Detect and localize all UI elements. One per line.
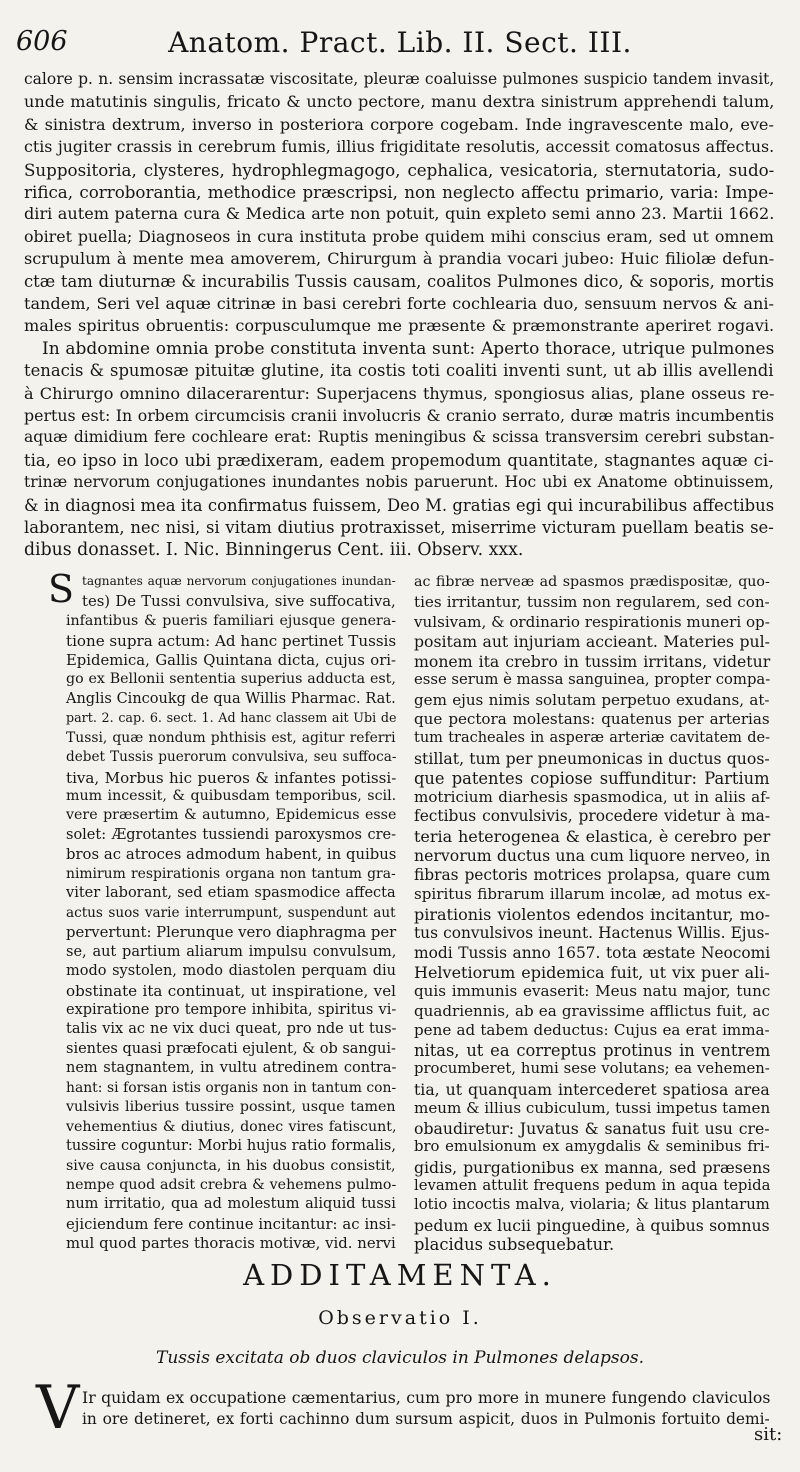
text-line: modo systolen, modo diastolen perquam diu: [66, 963, 397, 979]
page-number: 606: [16, 26, 68, 57]
drop-cap-v: V: [36, 1373, 80, 1443]
text-line: Suppositoria, clysteres, hydrophlegmagogo, cephalica, vesicatoria, sternutatoria, sudo-: [24, 159, 775, 180]
text-line: tes) De Tussi convulsiva, sive suffocativa,: [82, 593, 396, 611]
text-line: quadriennis, ab ea gravissime afflictus fuit, ac: [414, 1001, 770, 1020]
text-line: tenacis & spumosæ pituitæ glutine, ita costis toti coaliti inventi sunt, ut ab illis avellendi: [24, 361, 774, 381]
text-line: positam aut injuriam accieant. Materies pul-: [414, 632, 770, 652]
text-line: tia, eo ipso in loco ubi prædixeram, eadem propemodum quantitate, stagnantes aquæ ci-: [24, 450, 774, 470]
text-line: à Chirurgo omnino dilacerarentur: Superjacens thymus, spongiosus alias, plane osseus re-: [24, 383, 775, 403]
text-line: monem ita crebro in tussim irritans, videtur: [414, 651, 771, 671]
text-line: & in diagnosi mea ita confirmatus fuissem, Deo M. gratias egi qui incurabilibus affectibus: [24, 495, 775, 515]
text-line: tandem, Seri vel aquæ citrinæ in basi cerebri forte cochlearia duo, sensuum nervos & ani-: [24, 294, 774, 313]
text-line: obaudiretur: Juvatus & sanatus fuit usu cre-: [414, 1118, 770, 1138]
text-line: tum tracheales in asperæ arteriæ cavitatem de-: [414, 729, 770, 746]
text-line: nervorum ductus una cum liquore nerveo, in: [414, 846, 771, 866]
text-line: bro emulsionum ex amygdalis & seminibus fri-: [414, 1138, 770, 1156]
text-line: pedum ex lucii pinguedine, à quibus somnus: [414, 1215, 770, 1235]
text-line: ac fibræ nerveæ ad spasmos prædispositæ, quo-: [414, 574, 770, 590]
text-line: se, aut partium aliarum impulsu convulsum,: [66, 943, 397, 960]
observation-caption: Tussis excitata ob duos claviculos in Pulmones delapsos.: [156, 1348, 644, 1368]
text-line: tiva, Morbus hic pueros & infantes potissi-: [66, 768, 397, 787]
text-line: vere præsertim & autumno, Epidemicus esse: [66, 807, 397, 824]
section-title: ADDITAMENTA.: [243, 1258, 557, 1292]
text-line: expiratione pro tempore inhibita, spiritus vi-: [66, 1001, 397, 1018]
catchword: sit:: [754, 1424, 783, 1445]
text-line: nimirum respirationis organa non tantum gra-: [66, 865, 396, 882]
text-line: ctæ tam diuturnæ & incurabilis Tussis causam, coalitos Pulmones dico, & soporis, mortis: [24, 271, 775, 291]
text-line: sive causa conjuncta, in his duobus consistit,: [66, 1157, 396, 1174]
text-line: mul quod partes thoracis motivæ, vid. nervi: [66, 1235, 396, 1253]
text-line: solet: Ægrotantes tussiendi paroxysmos cre-: [66, 826, 397, 843]
text-line: rifica, corroborantia, methodice præscripsi, non neglecto affectu primario, varia: Impe-: [24, 182, 774, 202]
text-line: unde matutinis singulis, fricato & uncto pectore, manu dextra sinistrum apprehendi talum,: [24, 92, 775, 112]
text-line: debet Tussis puerorum convulsiva, seu suffoca-: [66, 749, 397, 766]
text-line: calore p. n. sensim incrassatæ viscositate, pleuræ coaluisse pulmones suspicio tandem invasit,: [24, 70, 775, 88]
page-header: [10, 26, 790, 72]
text-line: nem stagnantem, in vultu atredinem contra-: [66, 1060, 397, 1077]
running-head: Anatom. Pract. Lib. II. Sect. III.: [168, 26, 632, 59]
text-line: viter laborant, sed etiam spasmodice affecta: [66, 885, 396, 902]
text-line: teria heterogenea & elastica, è cerebro per: [414, 826, 771, 846]
text-line: vulsivam, & ordinario respirationis muneri op-: [414, 612, 770, 631]
text-line: stillat, tum per pneumonicas in ductus quos-: [414, 749, 770, 769]
text-line: bros ac atroces admodum habent, in quibus: [66, 846, 397, 864]
text-line: obiret puella; Diagnoseos in cura instituta probe quidem mihi conscius eram, sed ut omnem: [24, 226, 774, 246]
text-line: vulsivis liberius tussire possint, usque tamen: [66, 1099, 396, 1116]
text-line: meum & illius cubiculum, tussi impetus tamen: [414, 1099, 771, 1118]
text-line: que patentes copiose suffunditur: Partium: [414, 768, 770, 788]
text-line: tagnantes aquæ nervorum conjugationes inundan-: [82, 574, 396, 588]
text-line: laborantem, nec nisi, si vitam diutius protraxisset, miserrime victuram puellam beatis se-: [24, 518, 774, 537]
text-line: gem ejus nimis solutam perpetuo exudans, at-: [414, 690, 770, 709]
text-line: sientes quasi præfocati ejulent, & ob sangui-: [66, 1040, 396, 1057]
text-line: & sinistra dextrum, inverso in posteriora corpore cogebam. Inde ingravescente malo, eve-: [24, 114, 774, 134]
text-line: fibras pectoris motrices prolapsa, quare cum: [414, 865, 771, 884]
text-line: part. 2. cap. 6. sect. 1. Ad hanc classem ait Ubi de: [66, 710, 397, 726]
text-line: trinæ nervorum conjugationes inundantes nobis paruerunt. Hoc ubi ex Anatome obtinuissem,: [24, 473, 774, 492]
text-line: quis immunis evaserit: Meus natu major, tunc: [414, 982, 771, 1001]
text-line: vehementius & diutius, donec vires fatiscunt,: [66, 1118, 397, 1135]
text-line: males spiritus obruentis: corpusculumque me præsente & præmonstrante aperiret rogavi.: [24, 316, 775, 336]
text-line: talis vix ac ne vix duci queat, pro nde ut tus-: [66, 1021, 397, 1038]
text-line: Anglis Cincoukg de qua Willis Pharmac. Rat.: [66, 690, 396, 707]
text-line: esse serum è massa sanguinea, propter compa-: [414, 671, 771, 689]
text-line: placidus subsequebatur.: [414, 1235, 615, 1255]
text-line: pervertunt: Plerunque vero diaphragma per: [66, 924, 397, 942]
text-line: tia, ut quanquam intercederet spatiosa area: [414, 1079, 770, 1099]
text-line: go ex Bellonii sententia superius adducta est,: [66, 671, 396, 688]
text-line: In abdomine omnia probe constituta inventa sunt: Aperto thorace, utrique pulmones: [42, 338, 775, 359]
text-line: actus suos varie interrumpunt, suspendunt aut: [66, 904, 396, 921]
text-line: Epidemica, Gallis Quintana dicta, cujus ori-: [66, 651, 397, 669]
text-line: in ore detineret, ex forti cachinno dum sursum aspicit, duos in Pulmonis fortuito demi-: [82, 1410, 770, 1428]
text-line: hant: si forsan istis organis non in tantum con-: [66, 1079, 397, 1096]
text-line: tus convulsivos ineunt. Hactenus Willis. Ejus-: [414, 924, 770, 943]
text-line: ties irritantur, tussim non regularem, sed con-: [414, 593, 770, 612]
text-line: pene ad tabem deductus: Cujus ea erat imma-: [414, 1021, 770, 1040]
text-line: nitas, ut ea correptus protinus in ventrem: [414, 1040, 771, 1060]
text-line: dibus donasset. I. Nic. Binningerus Cent. iii. Observ. xxx.: [24, 540, 524, 561]
observation-label: Observatio I.: [318, 1307, 482, 1329]
text-line: infantibus & pueris familiari ejusque genera-: [66, 612, 397, 629]
text-line: fectibus convulsivis, procedere videtur à ma-: [414, 807, 771, 826]
text-line: gidis, purgationibus ex manna, sed præsens: [414, 1157, 771, 1177]
text-line: Helvetiorum epidemica fuit, ut vix puer ali-: [414, 963, 770, 982]
text-line: aquæ dimidium fere cochleare erat: Ruptis meningibus & scissa transversim cerebri substan-: [24, 428, 775, 447]
text-line: motricium diarhesis spasmodica, ut in aliis af-: [414, 787, 771, 806]
text-line: pirationis violentos edendos incitantur, mo-: [414, 904, 770, 924]
text-line: nempe quod adsit crebra & vehemens pulmo-: [66, 1176, 397, 1193]
text-line: num irritatio, qua ad molestum aliquid tussi: [66, 1196, 396, 1213]
text-line: pertus est: In orbem circumcisis cranii involucris & cranio serrato, duræ matris incumbentis: [24, 406, 775, 425]
text-line: tione supra actum: Ad hanc pertinet Tussis: [66, 632, 397, 651]
text-line: scrupulum à mente mea amoverem, Chirurgum à prandia vocari jubeo: Huic filiolæ defun-: [24, 249, 775, 269]
text-line: obstinate ita continuat, ut inspiratione, vel: [66, 982, 396, 1001]
text-line: diri autem paterna cura & Medica arte non potuit, quin expleto semi anno 23. Martii 1662.: [24, 204, 775, 224]
text-line: tussire coguntur: Morbi hujus ratio formalis,: [66, 1138, 396, 1155]
text-line: lotio incoctis malva, violaria; & litus plantarum: [414, 1196, 770, 1214]
text-line: modi Tussis anno 1657. tota æstate Neocomi: [414, 943, 771, 962]
text-line: ctis jugiter crassis in cerebrum fumis, illius frigiditate resolutis, accessit comatosus affectus.: [24, 137, 775, 157]
text-line: levamen attulit frequens pedum in aqua tepida: [414, 1176, 771, 1194]
text-line: Tussi, quæ nondum phthisis est, agitur referri: [66, 729, 396, 746]
drop-cap-s: S: [48, 567, 75, 611]
text-line: mum incessit, & quibusdam temporibus, scil.: [66, 787, 397, 804]
text-line: Ir quidam ex occupatione cæmentarius, cum pro more in munere fungendo claviculos: [82, 1388, 771, 1407]
text-line: procumberet, humi sese volutans; ea vehemen-: [414, 1060, 770, 1078]
text-line: spiritus fibrarum illarum incolæ, ad motus ex-: [414, 885, 771, 904]
text-line: que pectora molestans: quatenus per arterias: [414, 710, 770, 729]
text-line: ejiciendum fere continue incitantur: ac insi-: [66, 1215, 397, 1233]
